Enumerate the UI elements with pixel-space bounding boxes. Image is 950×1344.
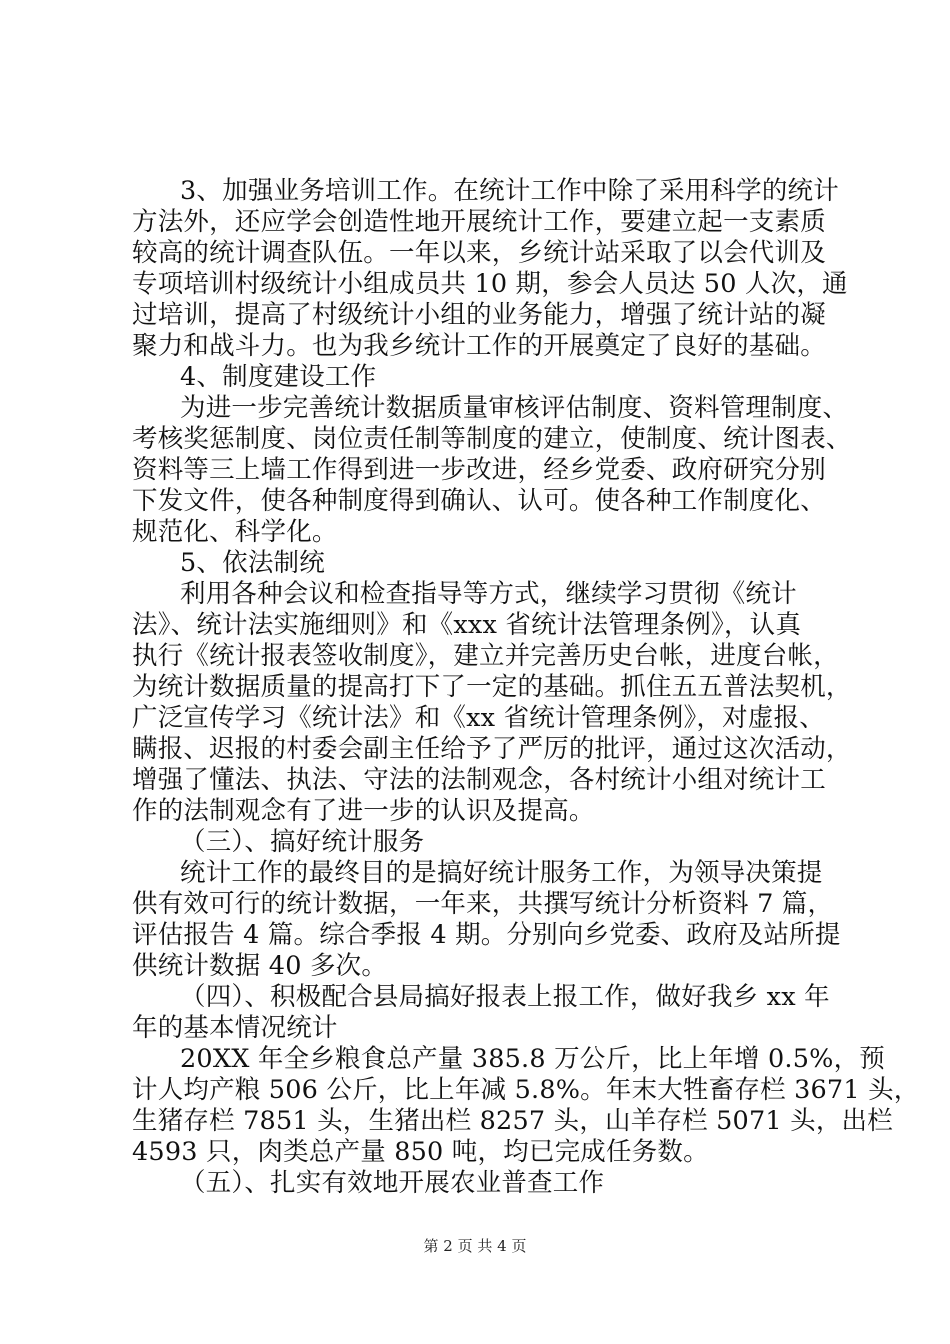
page-number: 第 2 页 共 4 页: [423, 1237, 527, 1255]
text-line: 方法外，还应学会创造性地开展统计工作，要建立起一支素质: [132, 207, 826, 237]
text-line: 计人均产粮 506 公斤，比上年减 5.8%。年末大牲畜存栏 3671 头，: [132, 1075, 920, 1105]
text-line: 3、加强业务培训工作。在统计工作中除了采用科学的统计: [180, 176, 839, 206]
text-line: 资料等三上墙工作得到进一步改进，经乡党委、政府研究分别: [132, 455, 826, 485]
text-line: 生猪存栏 7851 头，生猪出栏 8257 头，山羊存栏 5071 头，出栏: [132, 1106, 893, 1136]
text-line: 作的法制观念有了进一步的认识及提高。: [132, 796, 595, 826]
text-line: 法》、统计法实施细则》和《xxx 省统计法管理条例》，认真: [132, 610, 802, 640]
text-line: 利用各种会议和检查指导等方式，继续学习贯彻《统计: [180, 579, 797, 609]
text-line: 较高的统计调查队伍。一年以来，乡统计站采取了以会代训及: [132, 238, 826, 268]
text-line: 下发文件，使各种制度得到确认、认可。使各种工作制度化、: [132, 486, 826, 516]
text-line: 广泛宣传学习《统计法》和《xx 省统计管理条例》，对虚报、: [132, 703, 825, 733]
text-line: 增强了懂法、执法、守法的法制观念，各村统计小组对统计工: [132, 765, 826, 795]
section-heading: 年的基本情况统计: [132, 1013, 338, 1043]
text-line: 为进一步完善统计数据质量审核评估制度、资料管理制度、: [180, 393, 849, 423]
text-line: 20XX 年全乡粮食总产量 385.8 万公斤，比上年增 0.5%，预: [180, 1044, 885, 1074]
text-line: 评估报告 4 篇。综合季报 4 期。分别向乡党委、政府及站所提: [132, 920, 841, 950]
text-line: 专项培训村级统计小组成员共 10 期，参会人员达 50 人次，通: [132, 269, 848, 299]
text-line: 执行《统计报表签收制度》，建立并完善历史台帐，进度台帐，: [132, 641, 839, 671]
text-line: 瞒报、迟报的村委会副主任给予了严厉的批评，通过这次活动，: [132, 734, 852, 764]
section-heading: 5、依法制统: [180, 548, 325, 578]
text-line: 统计工作的最终目的是搞好统计服务工作，为领导决策提: [180, 858, 823, 888]
text-line: 4593 只，肉类总产量 850 吨，均已完成任务数。: [132, 1137, 709, 1167]
text-line: 聚力和战斗力。也为我乡统计工作的开展奠定了良好的基础。: [132, 331, 826, 361]
text-line: 考核奖惩制度、岗位责任制等制度的建立，使制度、统计图表、: [132, 424, 852, 454]
text-line: 规范化、科学化。: [132, 517, 338, 547]
text-line: 供统计数据 40 多次。: [132, 951, 388, 981]
text-line: 供有效可行的统计数据，一年来，共撰写统计分析资料 7 篇，: [132, 889, 834, 919]
section-heading: （四）、积极配合县局搞好报表上报工作，做好我乡 xx 年: [180, 982, 830, 1012]
text-line: 过培训，提高了村级统计小组的业务能力，增强了统计站的凝: [132, 300, 826, 330]
section-heading: 4、制度建设工作: [180, 362, 377, 392]
text-line: 为统计数据质量的提高打下了一定的基础。抓住五五普法契机，: [132, 672, 852, 702]
section-heading: （三）、搞好统计服务: [180, 827, 425, 857]
section-heading: （五）、扎实有效地开展农业普查工作: [180, 1168, 605, 1198]
